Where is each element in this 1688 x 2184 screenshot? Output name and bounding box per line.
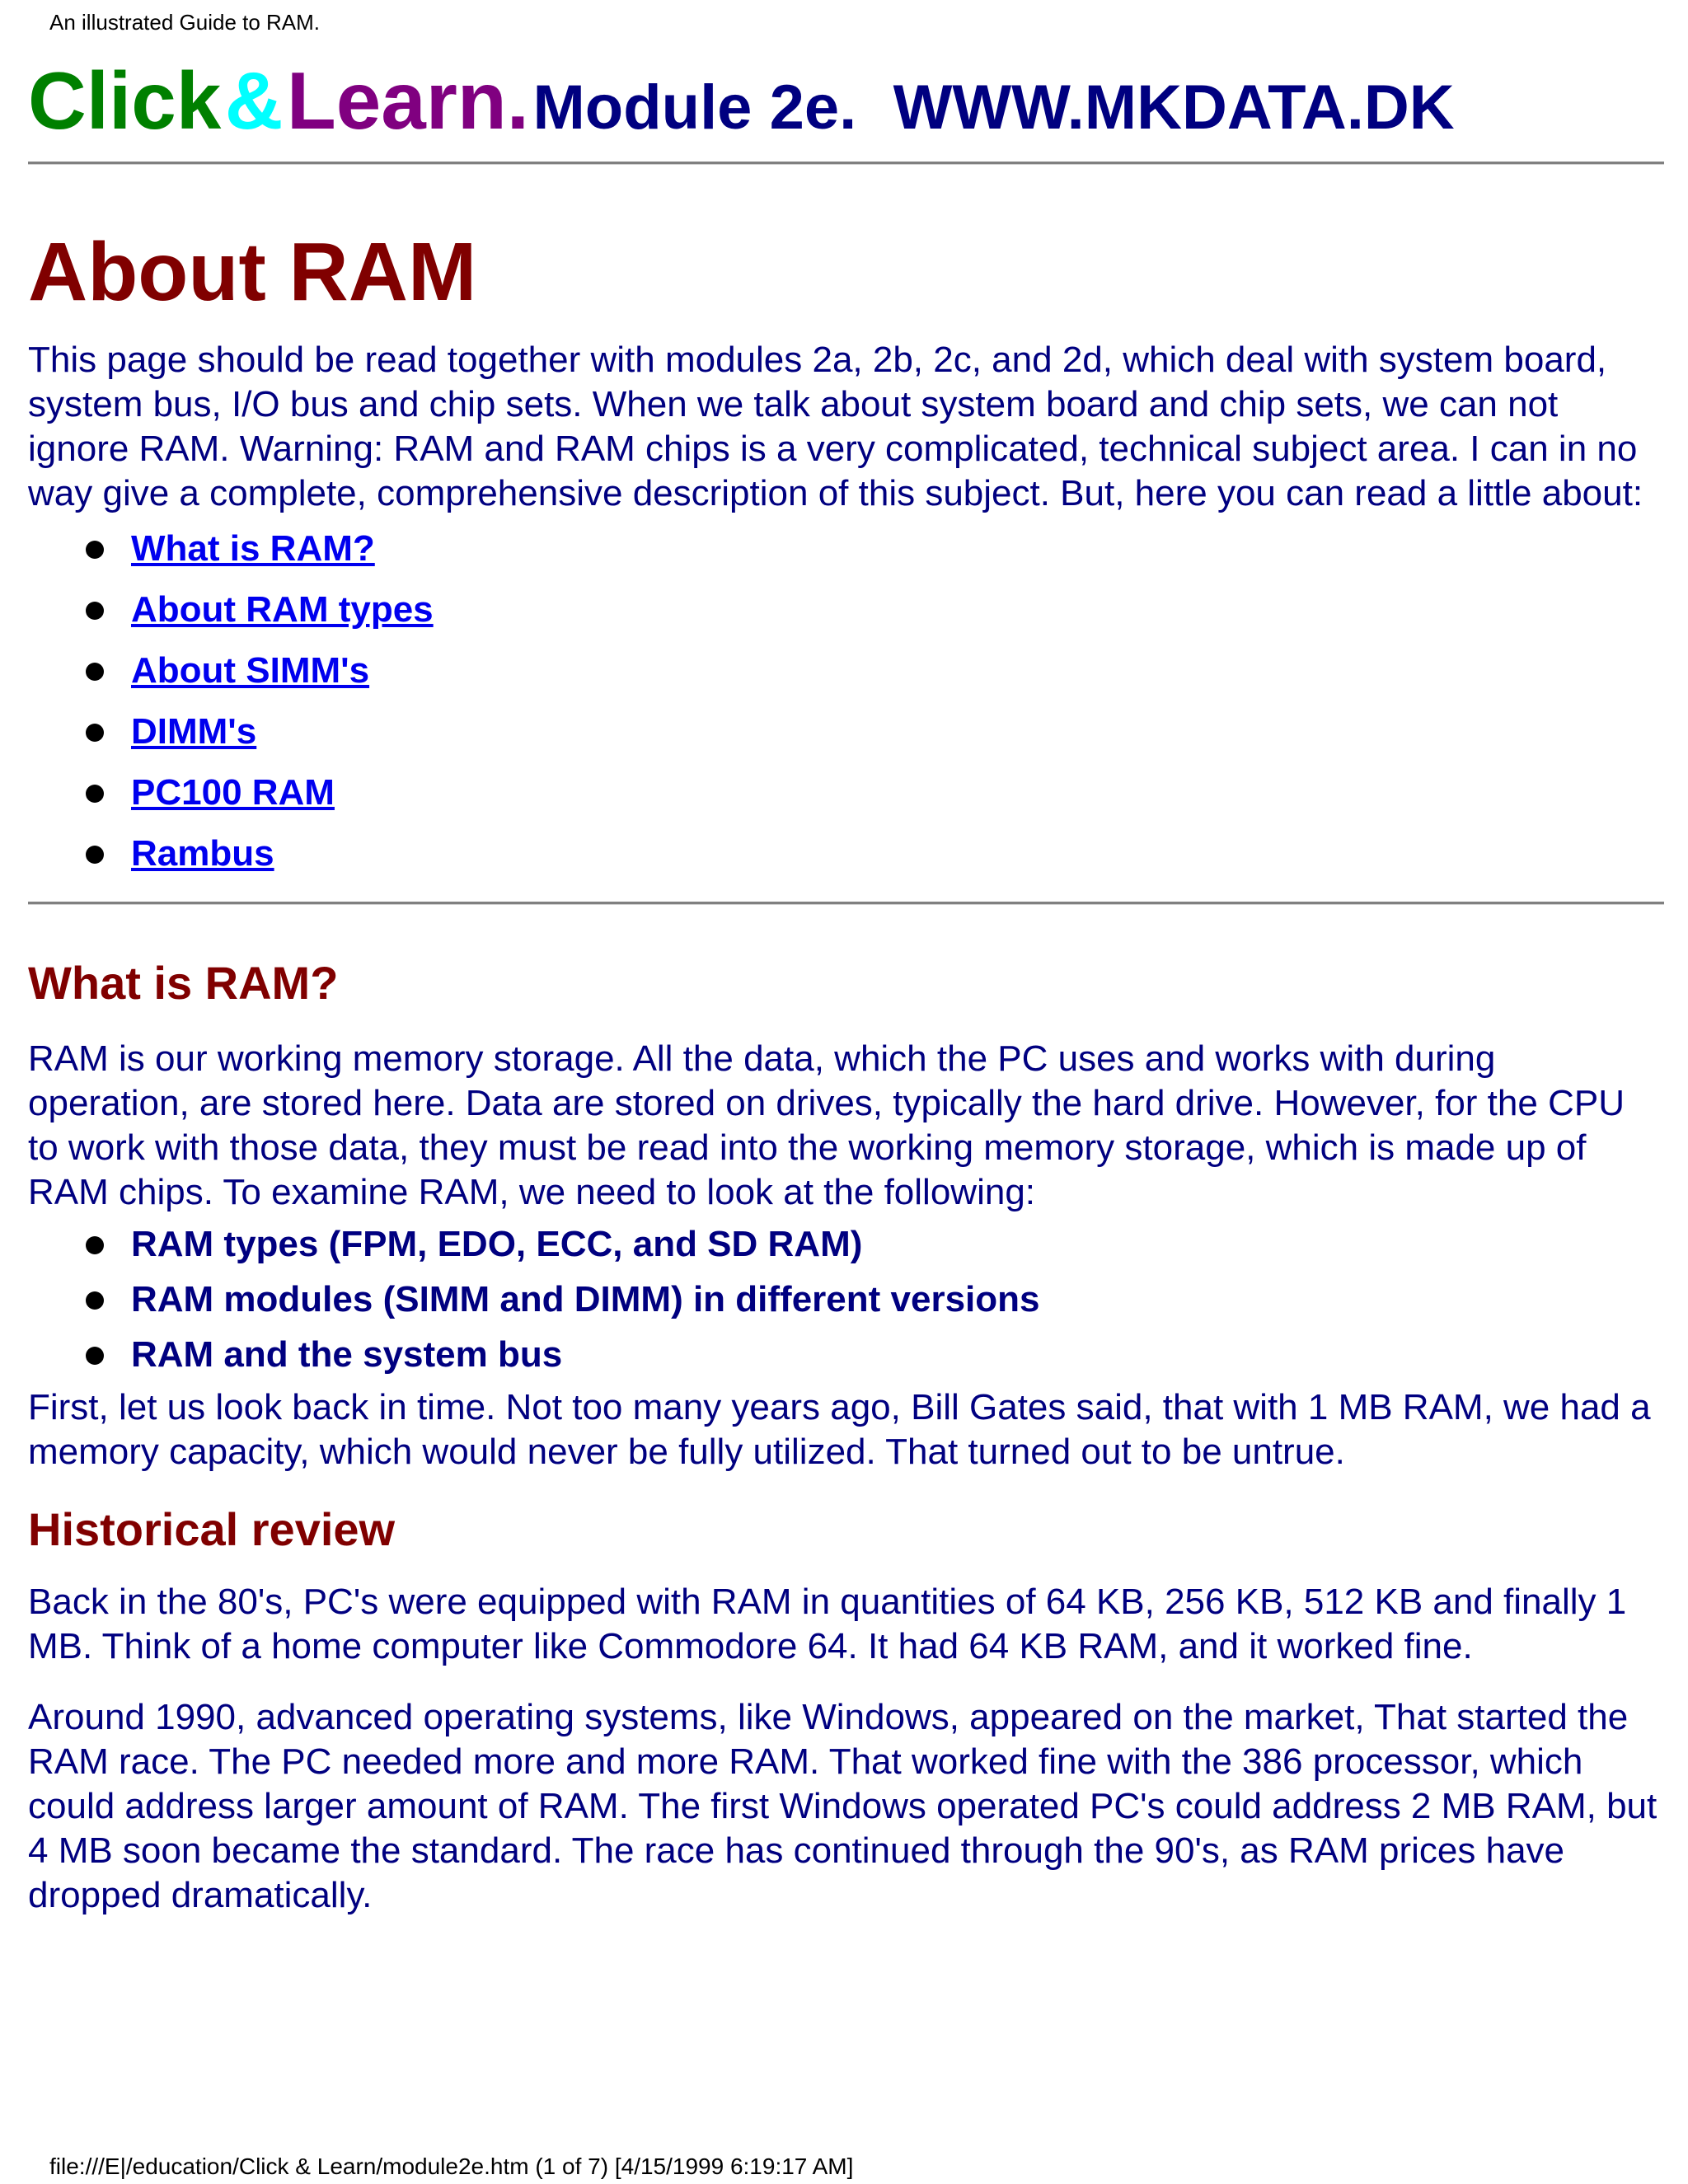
historical-paragraph-1: Back in the 80's, PC's were equipped with RAM in quantities of 64 KB, 256 KB, 512 KB and finally 1 MB. Think of a home computer like Commodore 64. It had 64 KB RAM, and it worked fine. [28,1582,1627,1666]
bullet-icon [86,663,104,681]
toc-item [86,646,1664,707]
banner-click: Click [28,55,222,146]
bullet-icon [86,846,104,864]
toc-link-pc100[interactable]: PC100 RAM [131,772,335,813]
site-banner [28,51,1664,150]
history-intro-paragraph: First, let us look back in time. Not too many years ago, Bill Gates said, that with 1 MB RAM, we had a memory capacity, which would never be fully utilized. That turned out to be untrue. [28,1387,1651,1472]
toc-item [86,707,1664,768]
page-title: About RAM [28,226,477,318]
page-content [28,51,1664,1918]
toc-link-rambus[interactable]: Rambus [131,833,274,874]
banner-module: Module 2e. [532,73,857,143]
table-of-contents [28,524,1664,890]
toc-item [86,829,1664,890]
page-footer: file:///E|/education/Click & Learn/module2e.htm (1 of 7) [4/15/1999 6:19:17 AM] [49,2154,854,2179]
toc-item [86,524,1664,585]
section-heading-historical-review: Historical review [28,1503,396,1555]
toc-item [86,768,1664,829]
bullet-icon [86,785,104,803]
section-divider [28,902,1664,905]
top-divider [28,162,1664,165]
bullet-icon [86,602,104,620]
banner-learn: Learn. [286,55,530,146]
ram-topics-list [28,1220,1664,1385]
intro-paragraph: This page should be read together with modules 2a, 2b, 2c, and 2d, which deal with system board, system bus, I/O bus and chip sets. When we talk about system board and chip sets, we can not ignore RAM. Warning: RAM and RAM chips is a very complicated, technical subject area. I can in no way give a complete, comprehensive description of this subject. But, here you can read a little about: [28,340,1643,513]
bullet-icon [86,1347,104,1365]
banner-ampersand: & [224,55,284,146]
toc-link-dimms[interactable]: DIMM's [131,711,257,752]
toc-link-ram-types[interactable]: About RAM types [131,589,434,630]
list-item-text: RAM modules (SIMM and DIMM) in different versions [131,1279,1040,1319]
list-item [86,1220,1664,1275]
bullet-icon [86,1291,104,1310]
what-is-ram-paragraph: RAM is our working memory storage. All the data, which the PC uses and works with during operation, are stored here. Data are stored on drives, typically the hard drive. However, for the CPU to work with those data, they must be read into the working memory storage, which is made up of RAM chips. To examine RAM, we need to look at the following: [28,1038,1625,1212]
bullet-icon [86,1236,104,1254]
page-header: An illustrated Guide to RAM. [49,10,321,35]
toc-link-what-is-ram[interactable]: What is RAM? [131,528,375,569]
banner-site: WWW.MKDATA.DK [893,73,1455,143]
list-item [86,1330,1664,1385]
list-item [86,1275,1664,1330]
bullet-icon [86,724,104,742]
historical-paragraph-2: Around 1990, advanced operating systems, like Windows, appeared on the market, That started the RAM race. The PC needed more and more RAM. That worked fine with the 386 processor, which could address larger amount of RAM. The first Windows operated PC's could address 2 MB RAM, but 4 MB soon became the standard. The race has continued through the 90's, as RAM prices have dropped dramatically. [28,1697,1658,1915]
bullet-icon [86,541,104,559]
toc-link-simms[interactable]: About SIMM's [131,650,370,691]
section-heading-what-is-ram: What is RAM? [28,957,339,1009]
list-item-text: RAM types (FPM, EDO, ECC, and SD RAM) [131,1224,863,1264]
toc-item [86,585,1664,646]
list-item-text: RAM and the system bus [131,1334,563,1375]
